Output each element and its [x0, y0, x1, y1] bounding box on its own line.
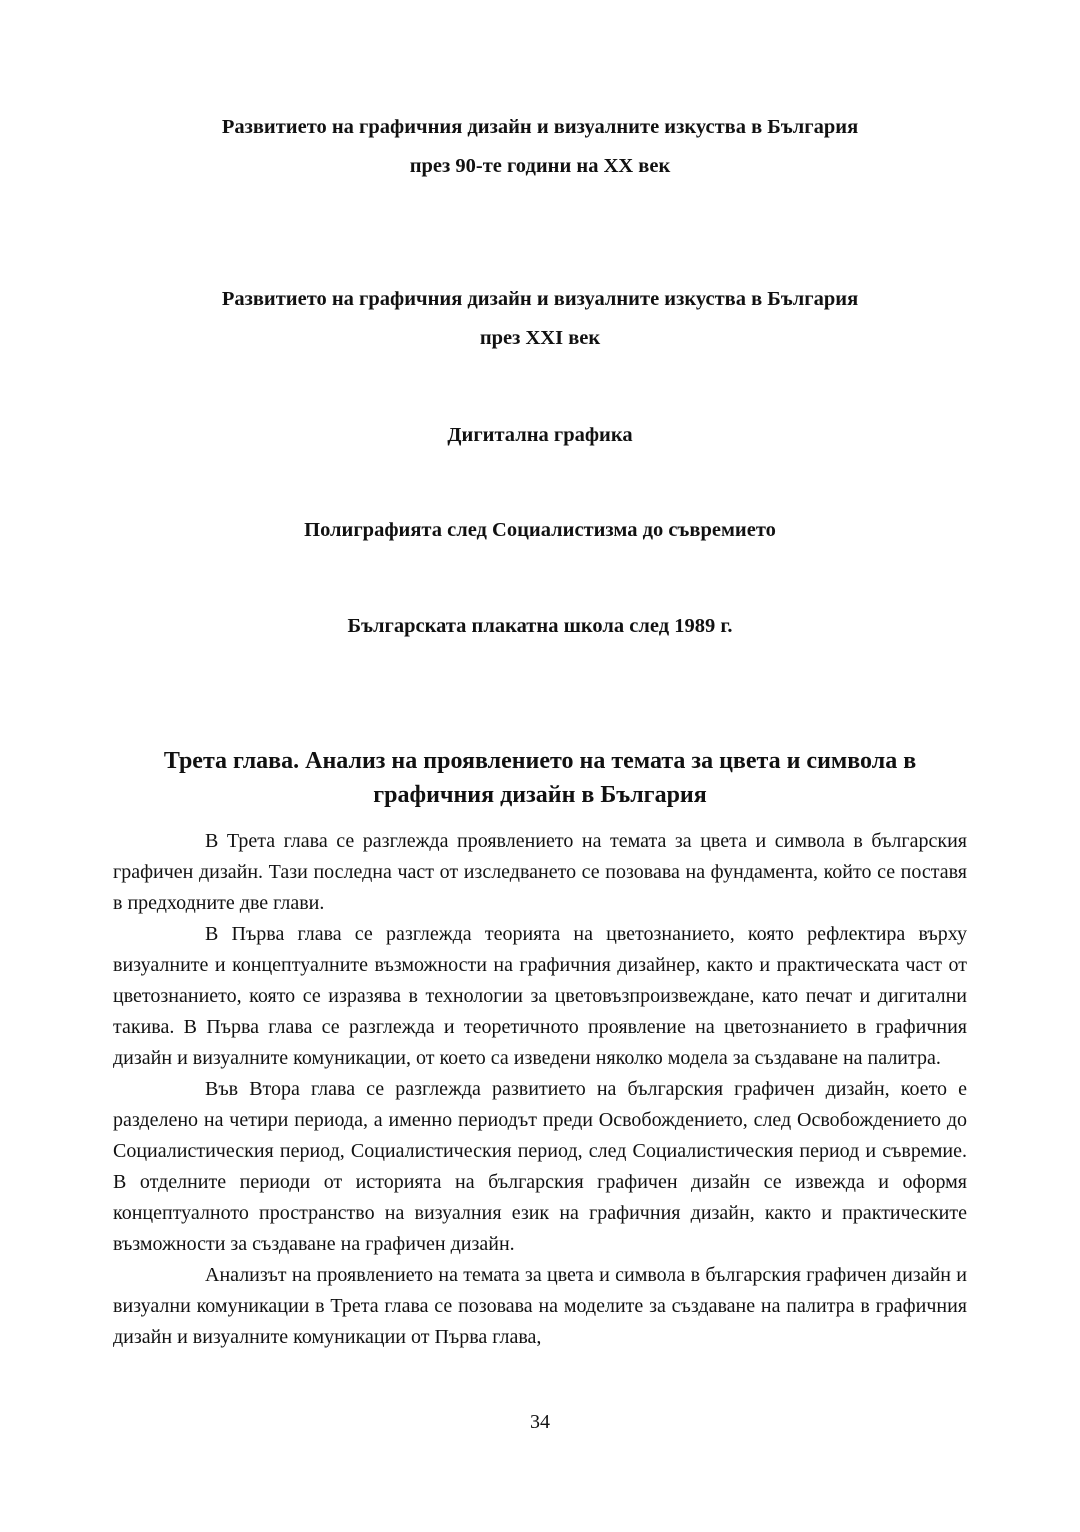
heading-line: Дигитална графика — [447, 424, 633, 446]
section-heading-polygraphy — [0, 511, 1080, 550]
section-heading-21st-century — [0, 280, 1080, 358]
page-number: 34 — [530, 1411, 550, 1433]
paragraph: Анализът на проявлението на темата за цвета и символа в българския графичен дизайн и визуални комуникации в Трета глава се позовава на моделите за създаване на палитра в графичния дизайн и визуалните комуникации от Първа глава, — [113, 1264, 967, 1348]
paragraph: В Първа глава се разглежда теорията на цветознанието, която рефлектира върху визуалните и концептуалните възможности на графичния дизайнер, както и практическата част от цветознанието, която се изразява в технологии за цветовъзпроизвеждане, като печат и дигитални такива. В Първа глава се разглежда и теоретичното проявление на цветознанието в графичния дизайн и визуалните комуникации, от което са изведени няколко модела за създаване на палитра. — [113, 923, 967, 1069]
chapter-title-line: графичния дизайн в България — [373, 782, 707, 808]
heading-line: Българската плакатна школа след 1989 г. — [347, 615, 733, 637]
heading-line: през 90-те години на XX век — [409, 155, 671, 177]
heading-line: през XXI век — [479, 327, 601, 349]
heading-line: Развитието на графичния дизайн и визуалните изкуства в България — [221, 288, 859, 310]
paragraph: В Трета глава се разглежда проявлението на темата за цвета и символа в българския графичен дизайн. Тази последна част от изследването се позовава на фундамента, който се поставя в предходните две глави. — [113, 830, 967, 914]
section-heading-poster-school — [0, 607, 1080, 646]
section-heading-90s — [0, 108, 1080, 186]
heading-line: Развитието на графичния дизайн и визуалните изкуства в България — [221, 116, 859, 138]
heading-line: Полиграфията след Социалистизма до съвремието — [304, 519, 776, 541]
chapter-title — [113, 744, 967, 812]
body-text — [113, 826, 967, 1353]
chapter-title-line: Трета глава. Анализ на проявлението на темата за цвета и символа в — [163, 748, 917, 774]
paragraph: Във Втора глава се разглежда развитието на българския графичен дизайн, което е разделено на четири периода, а именно периодът преди Освобождението, след Освобождението до Социалистическия период, Социалистическия период, след Социалистическия период и съвремие. В отделните периоди от историята на българския графичен дизайн се извежда и оформя концептуалното пространство на визуалния език на графичния дизайн, както и практическите възможности за създаване на графичен дизайн. — [113, 1078, 967, 1255]
section-heading-digital-graphics — [0, 416, 1080, 455]
